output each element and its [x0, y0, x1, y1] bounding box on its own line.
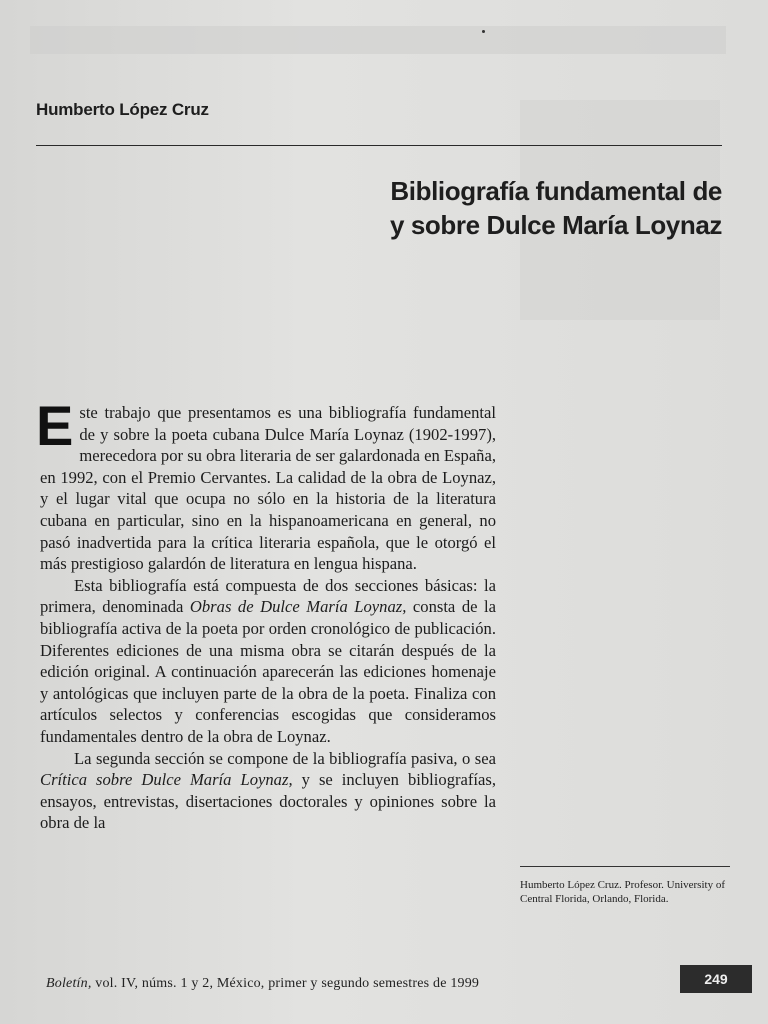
section-title-critica: Crítica sobre Dulce María Loynaz, — [40, 770, 293, 790]
paragraph-1 — [36, 394, 496, 575]
paragraph-3-text-b: y se incluyen bibliografías, ensayos, entrevistas, disertaciones doctorales y opiniones sobre la obra de la — [40, 770, 496, 833]
running-author: Humberto López Cruz — [36, 100, 209, 119]
page-number: 249 — [680, 965, 752, 993]
article-body — [36, 394, 496, 834]
journal-name: Boletín, — [46, 976, 92, 991]
paragraph-2-text-b: consta de la bibliografía activa de la poeta por orden cronológico de publicación. Diferentes ediciones de una misma obra se citarán después de la edición original. A continuación aparecerán las ediciones homenaje y antológicas que incluyen parte de la obra de la poeta. Finaliza con artículos selectos y conferencias escogidas que consideramos fundamentales dentro de la obra de Loynaz. — [40, 597, 496, 746]
title-line-1: Bibliografía fundamental de — [390, 176, 722, 206]
article-title — [302, 174, 722, 242]
author-note-rule — [520, 866, 730, 867]
drop-cap: E — [36, 394, 74, 457]
bleed-through-band — [30, 26, 726, 54]
paragraph-2 — [40, 575, 496, 748]
section-title-obras: Obras de Dulce María Loynaz, — [189, 597, 407, 617]
header-rule — [36, 145, 722, 146]
paragraph-1-text: ste trabajo que presentamos es una bibliografía fundamental de y sobre la poeta cubana Dulce María Loynaz (1902-1997), merecedora por su obra literaria de ser galardonada en España, en 1992, con el Premio Cervantes. La calidad de la obra de Loynaz, y el lugar vital que ocupa no sólo en la historia de la literatura cubana en particular, sino en la hispanoamericana en general, no pasó inadvertida para la crítica literaria española, que le otorgó el más prestigioso galardón de literatura en lengua hispana. — [40, 403, 496, 574]
title-line-2: y sobre Dulce María Loynaz — [389, 210, 722, 240]
paragraph-2-text-a: Esta bibliografía está compuesta de dos secciones básicas: la primera, denominada — [40, 575, 496, 617]
paragraph-3-text-a: La segunda sección se compone de la bibliografía pasiva, o sea — [74, 748, 496, 768]
page-footer — [46, 976, 479, 992]
journal-citation: vol. IV, núms. 1 y 2, México, primer y segundo semestres de 1999 — [91, 976, 480, 991]
paragraph-3 — [40, 748, 496, 834]
scan-mark — [482, 30, 485, 33]
author-note: Humberto López Cruz. Profesor. University of Central Florida, Orlando, Florida. — [520, 879, 725, 905]
